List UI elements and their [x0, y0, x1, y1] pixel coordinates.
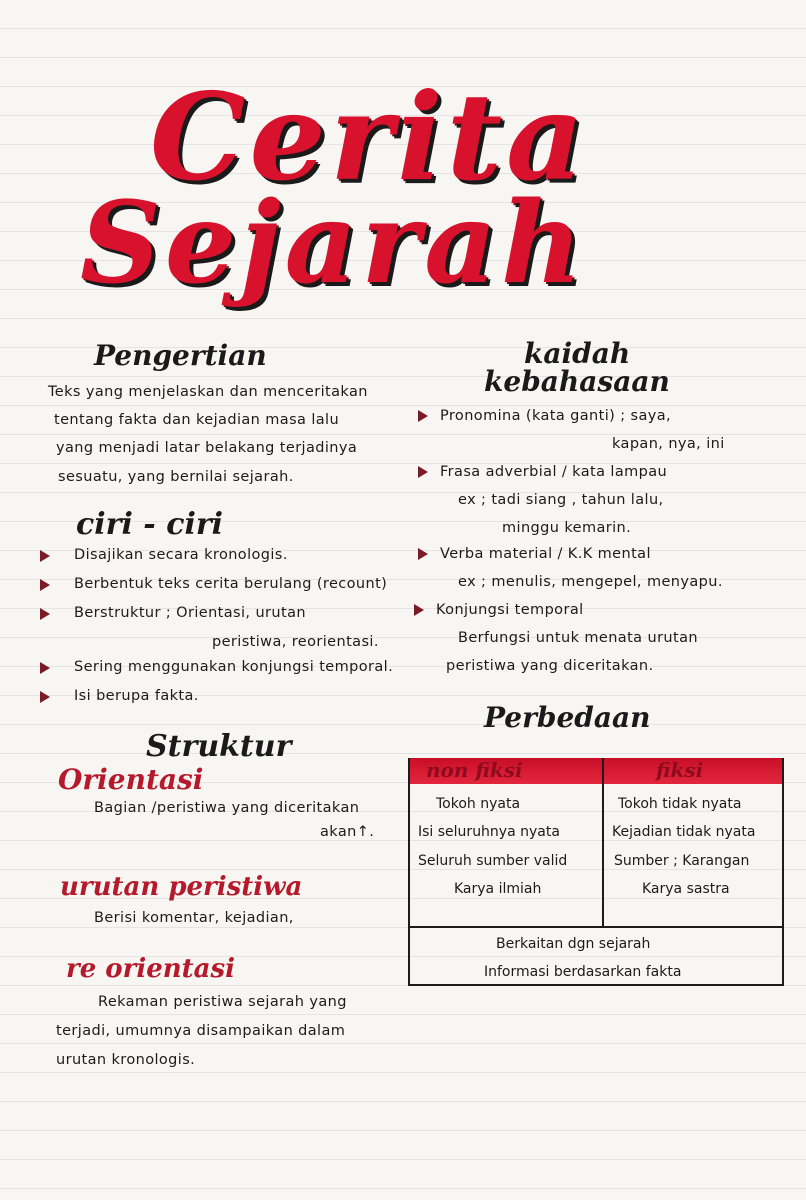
pengertian-line-2: tentang fakta dan kejadian masa lalu — [54, 412, 340, 428]
table-cell: Karya ilmiah — [454, 881, 542, 897]
bullet-icon — [418, 466, 428, 478]
kaidah-heading-2: kebahasaan — [484, 365, 670, 398]
kaidah-line-4: ex ; tadi siang , tahun lalu, — [458, 492, 664, 508]
kaidah-line-3: Frasa adverbial / kata lampau — [440, 464, 668, 480]
table-cell: Tokoh nyata — [436, 796, 521, 812]
table-cell: Karya sastra — [642, 881, 730, 897]
reorientasi-line-3: urutan kronologis. — [56, 1052, 196, 1068]
bullet-icon — [40, 550, 50, 562]
kaidah-line-7: ex ; menulis, mengepel, menyapu. — [458, 574, 723, 590]
reorientasi-title: re orientasi — [66, 954, 236, 984]
table-header-right: fiksi — [656, 758, 704, 782]
pengertian-line-1: Teks yang menjelaskan dan menceritakan — [48, 384, 368, 400]
reorientasi-line-1: Rekaman peristiwa sejarah yang — [98, 994, 347, 1010]
table-cell: Kejadian tidak nyata — [612, 824, 756, 840]
table-header-left: non fiksi — [426, 758, 523, 782]
table-shared-1: Berkaitan dgn sejarah — [496, 936, 651, 952]
kaidah-line-2: kapan, nya, ini — [612, 436, 725, 452]
kaidah-line-1: Pronomina (kata ganti) ; saya, — [440, 408, 672, 424]
bullet-icon — [40, 579, 50, 591]
ciri-heading: ciri - ciri — [76, 507, 224, 542]
pengertian-line-3: yang menjadi latar belakang terjadinya — [56, 440, 358, 456]
kaidah-line-6: Verba material / K.K mental — [440, 546, 651, 562]
bullet-icon — [418, 410, 428, 422]
comparison-table — [408, 758, 784, 986]
orientasi-line-1: Bagian /peristiwa yang diceritakan — [94, 800, 360, 816]
title-line-2: Sejarah — [80, 178, 587, 309]
bullet-icon — [414, 604, 424, 616]
urutan-line-1: Berisi komentar, kejadian, — [94, 910, 294, 926]
table-shared-2: Informasi berdasarkan fakta — [484, 964, 682, 980]
table-cell: Seluruh sumber valid — [418, 853, 568, 869]
kaidah-line-9: Berfungsi untuk menata urutan — [458, 630, 698, 646]
table-cell: Sumber ; Karangan — [614, 853, 750, 869]
ciri-item-2: Berbentuk teks cerita berulang (recount) — [74, 576, 388, 592]
orientasi-line-2: akan↑. — [320, 824, 375, 840]
title-line-1: Cerita — [150, 67, 588, 208]
reorientasi-line-2: terjadi, umumnya disampaikan dalam — [56, 1023, 346, 1039]
pengertian-heading: Pengertian — [94, 339, 267, 372]
kaidah-line-10: peristiwa yang diceritakan. — [446, 658, 654, 674]
pengertian-line-4: sesuatu, yang bernilai sejarah. — [58, 469, 294, 485]
ciri-item-5: Isi berupa fakta. — [74, 688, 199, 704]
bullet-icon — [40, 608, 50, 620]
orientasi-title: Orientasi — [58, 763, 204, 796]
kaidah-line-8: Konjungsi temporal — [436, 602, 584, 618]
struktur-heading: Struktur — [146, 729, 292, 764]
bullet-icon — [40, 662, 50, 674]
ciri-item-4: Sering menggunakan konjungsi temporal. — [74, 659, 394, 675]
bullet-icon — [40, 691, 50, 703]
table-cell: Isi seluruhnya nyata — [418, 824, 560, 840]
bullet-icon — [418, 548, 428, 560]
ciri-item-3: Berstruktur ; Orientasi, urutan — [74, 605, 306, 621]
ciri-item-3-cont: peristiwa, reorientasi. — [212, 634, 379, 650]
urutan-title: urutan peristiwa — [60, 872, 303, 902]
kaidah-line-5: minggu kemarin. — [502, 520, 632, 536]
table-cell: Tokoh tidak nyata — [618, 796, 742, 812]
perbedaan-heading: Perbedaan — [484, 701, 651, 734]
kaidah-heading-1: kaidah — [524, 337, 631, 370]
ciri-item-1: Disajikan secara kronologis. — [74, 547, 288, 563]
